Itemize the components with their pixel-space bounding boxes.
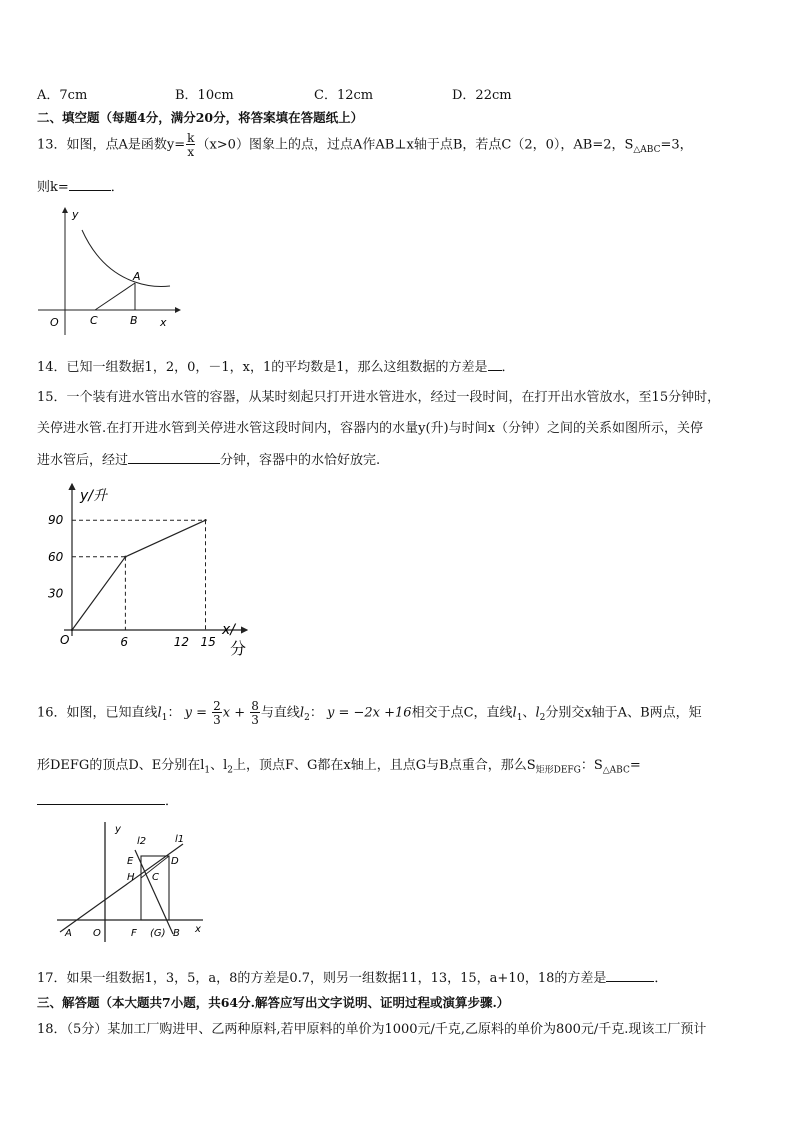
q16-origin-label: O	[93, 928, 101, 939]
question-13-line-1: 13．如图，点A是函数y= $\frac{k}{x}$ （x>0）图象上的点，过点A作AB⊥x轴于点B，若点C（2，0），AB=2，$S_{\triangle ABC}=3$，	[37, 131, 693, 159]
q13-hyperbola-curve	[82, 230, 170, 287]
option-a: A．7cm	[37, 88, 88, 103]
answer-blank-15[interactable]	[128, 451, 220, 464]
q16-y-label: y	[115, 824, 121, 835]
question-16-line-2: 形DEFG的顶点D、E分别在$l_1$、$l_2$上，顶点F、G都在x轴上，且点G与B点重合，那么$S_{矩形DEFG}$：$S_{\triangle ABC}=$	[37, 758, 641, 776]
q16-point-f-label: F	[131, 928, 137, 939]
q13-figure	[30, 200, 190, 340]
q15-y-tick-label: 90	[48, 513, 64, 528]
answer-blank-13[interactable]	[69, 178, 111, 191]
q16-point-b-label: B	[173, 928, 180, 939]
q15-x-tick-label: 12	[173, 635, 190, 649]
question-18: 18．（5分）某加工厂购进甲、乙两种原料,若甲原料的单价为1000元/千克,乙原料的单价为800元/千克.现该工厂预计	[37, 1022, 707, 1037]
q16-point-a-label: A	[65, 928, 72, 939]
q13-x-label: x	[160, 316, 167, 329]
q13-origin-label: O	[50, 316, 59, 329]
option-b: B．10cm	[175, 88, 234, 103]
q15-y-tick-label: 30	[48, 586, 64, 601]
section-solution-header: 三、解答题（本大题共7小题，共64分.解答应写出文字说明、证明过程或演算步骤.）	[37, 995, 510, 1010]
q15-x-axis-label: x/	[222, 622, 236, 638]
q15-y-tick-label: 60	[48, 549, 64, 564]
q15-data-point	[124, 556, 126, 558]
q15-x-tick-label: 6	[120, 635, 129, 649]
q16-l1-label: l1	[175, 834, 185, 845]
question-14: 14．已知一组数据1，2，0，－1，x，1的平均数是1，那么这组数据的方差是 ．	[37, 360, 515, 375]
q15-chart	[30, 478, 260, 663]
q16-point-h-label: H	[127, 872, 135, 883]
q15-origin-label: O	[60, 633, 70, 647]
question-15-line-3: 进水管后，经过 分钟，容器中的水恰好放完.	[37, 453, 381, 468]
q16-point-d-label: D	[171, 856, 179, 867]
q13-segment-ca	[95, 283, 135, 310]
q15-data-point	[71, 629, 73, 631]
option-d: D．22cm	[452, 88, 512, 103]
section-fill-blank-header: 二、填空题（每题4分，满分20分，将答案填在答题纸上）	[37, 110, 364, 125]
question-15-line-1: 15．一个装有进水管出水管的容器，从某时刻起只打开进水管进水，经过一段时间，在打开出水管放水，至15分钟时，	[37, 390, 721, 405]
q13-y-label: y	[72, 208, 79, 221]
question-17: 17．如果一组数据1，3，5，a，8的方差是0.7，则另一组数据11，13，15，a+10，18的方差是 ．	[37, 971, 668, 986]
q13-point-c-label: C	[90, 314, 98, 327]
q16-l2-label: l2	[137, 836, 147, 847]
q15-data-point	[204, 519, 206, 521]
q16-x-label: x	[195, 924, 201, 935]
question-16-line-3: ．	[37, 790, 178, 809]
q13-point-b-label: B	[130, 314, 138, 327]
q15-y-axis-label: y/升	[80, 488, 108, 504]
q16-rectangle-defg	[141, 856, 169, 920]
q16-point-e-label: E	[127, 856, 134, 867]
q13-point-a-label: A	[133, 270, 141, 283]
q16-figure	[55, 820, 215, 945]
q16-point-c-label: C	[152, 872, 159, 883]
q16-line-l1	[60, 844, 183, 932]
q16-point-g-label: (G)	[150, 928, 166, 939]
q15-x-axis-unit: 分	[230, 639, 247, 658]
q15-x-tick-label: 15	[200, 635, 216, 649]
answer-blank-16[interactable]	[37, 792, 165, 805]
answer-blank-17[interactable]	[606, 969, 654, 982]
option-c: C．12cm	[314, 88, 374, 103]
question-15-line-2: 关停进水管.在打开进水管到关停进水管这段时间内，容器内的水量y(升)与时间x（分钟）之间的关系如图所示，关停	[37, 421, 703, 436]
q15-series-line	[72, 520, 206, 630]
answer-blank-14[interactable]	[488, 358, 502, 371]
question-16-line-1: 16．如图，已知直线$l_1$： y = $\frac{2}{3}$ x + $\frac{8}{3}$ 与直线$l_2$： y = −2x +16相交于点C，直线$l_1$、$l_2$分别交x轴于A、B两点，矩	[37, 699, 702, 727]
question-13-line-2: 则k= ．	[37, 180, 124, 195]
